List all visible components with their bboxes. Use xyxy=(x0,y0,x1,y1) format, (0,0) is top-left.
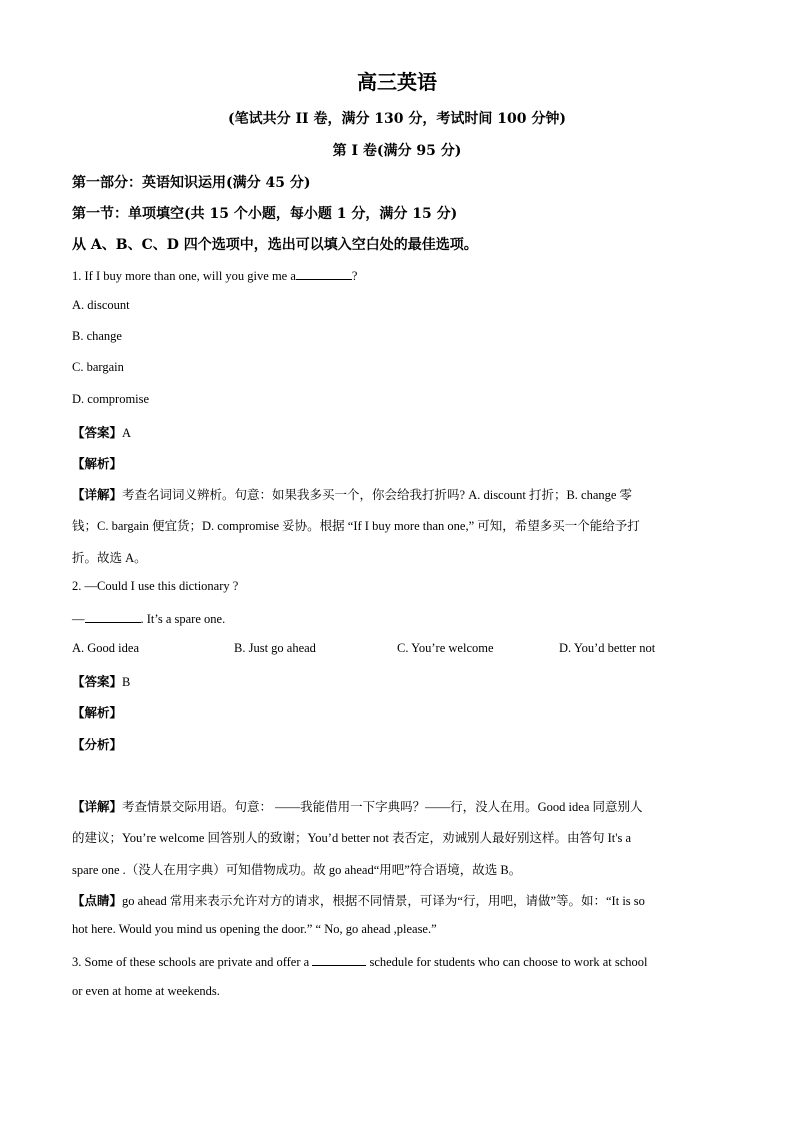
q1-option-b: B. change xyxy=(72,329,122,343)
page-title: 高三英语 xyxy=(357,70,437,94)
question-3-stem-line-2: or even at home at weekends. xyxy=(72,984,220,998)
answer-blank xyxy=(296,267,352,280)
q1-detail-line-2: 钱；C. bargain 便宜货；D. compromise 妥协。根据 “If I buy more than one,” 可知，希望多买一个能给予打 xyxy=(72,519,640,533)
instruction: 从 A、B、C、D 四个选项中，选出可以填入空白处的最佳选项。 xyxy=(72,237,478,253)
q2-detail-line-1: 【详解】考查情景交际用语。句意： ——我能借用一下字典吗？——行，没人在用。Good idea 同意别人 xyxy=(72,800,643,814)
q1-analysis-label: 【解析】 xyxy=(72,457,123,471)
q1-option-d: D. compromise xyxy=(72,392,150,406)
answer-blank xyxy=(312,953,366,966)
section-heading: 第一节：单项填空(共 15 个小题，每小题 1 分，满分 15 分) xyxy=(72,206,458,222)
volume-heading: 第 I 卷(满分 95 分) xyxy=(332,143,462,159)
q1-option-a: A. discount xyxy=(72,298,130,312)
q2-fenxi-label: 【分析】 xyxy=(72,738,123,752)
q2-tip-line-1: 【点睛】go ahead 常用来表示允许对方的请求，根据不同情景，可译为“行，用吧，请做”等。如：“It is so xyxy=(72,894,645,908)
q2-detail-line-2: 的建议；You’re welcome 回答别人的致谢；You’d better not 表否定，劝诫别人最好别这样。由答句 It's a xyxy=(72,831,632,845)
q2-option-d: D. You’d better not xyxy=(559,641,656,655)
q1-detail-line-3: 折。故选 A。 xyxy=(72,551,147,565)
q2-option-a: A. Good idea xyxy=(72,641,139,655)
q2-detail-line-3: spare one .（没人在用字典）可知借物成功。故 go ahead“用吧”符合语境，故选 B。 xyxy=(72,863,522,877)
exam-subtitle: (笔试共分 II 卷，满分 130 分，考试时间 100 分钟) xyxy=(227,111,567,127)
q2-analysis-label: 【解析】 xyxy=(72,706,123,720)
question-2-stem: 2. —Could I use this dictionary ? xyxy=(72,579,239,593)
part-heading: 第一部分：英语知识运用(满分 45 分) xyxy=(72,175,311,191)
q2-tip-line-2: hot here. Would you mind us opening the door.” “ No, go ahead ,please.” xyxy=(72,922,437,936)
answer-blank xyxy=(85,610,141,623)
q2-answer: 【答案】B xyxy=(72,675,131,689)
question-2-reply: — . It’s a spare one. xyxy=(72,612,226,626)
q1-detail-line-1: 【详解】考查名词词义辨析。句意：如果我多买一个，你会给我打折吗? A. discount 打折；B. change 零 xyxy=(72,488,633,502)
q1-answer: 【答案】A xyxy=(72,426,132,440)
q1-option-c: C. bargain xyxy=(72,360,124,374)
q2-options xyxy=(72,641,722,659)
question-3-stem: 3. Some of these schools are private and offer a schedule for students who can choose to work at school xyxy=(72,955,648,969)
question-1-stem: 1. If I buy more than one, will you give me a ? xyxy=(72,269,358,283)
q2-option-c: C. You’re welcome xyxy=(397,641,494,655)
q2-option-b: B. Just go ahead xyxy=(234,641,316,655)
